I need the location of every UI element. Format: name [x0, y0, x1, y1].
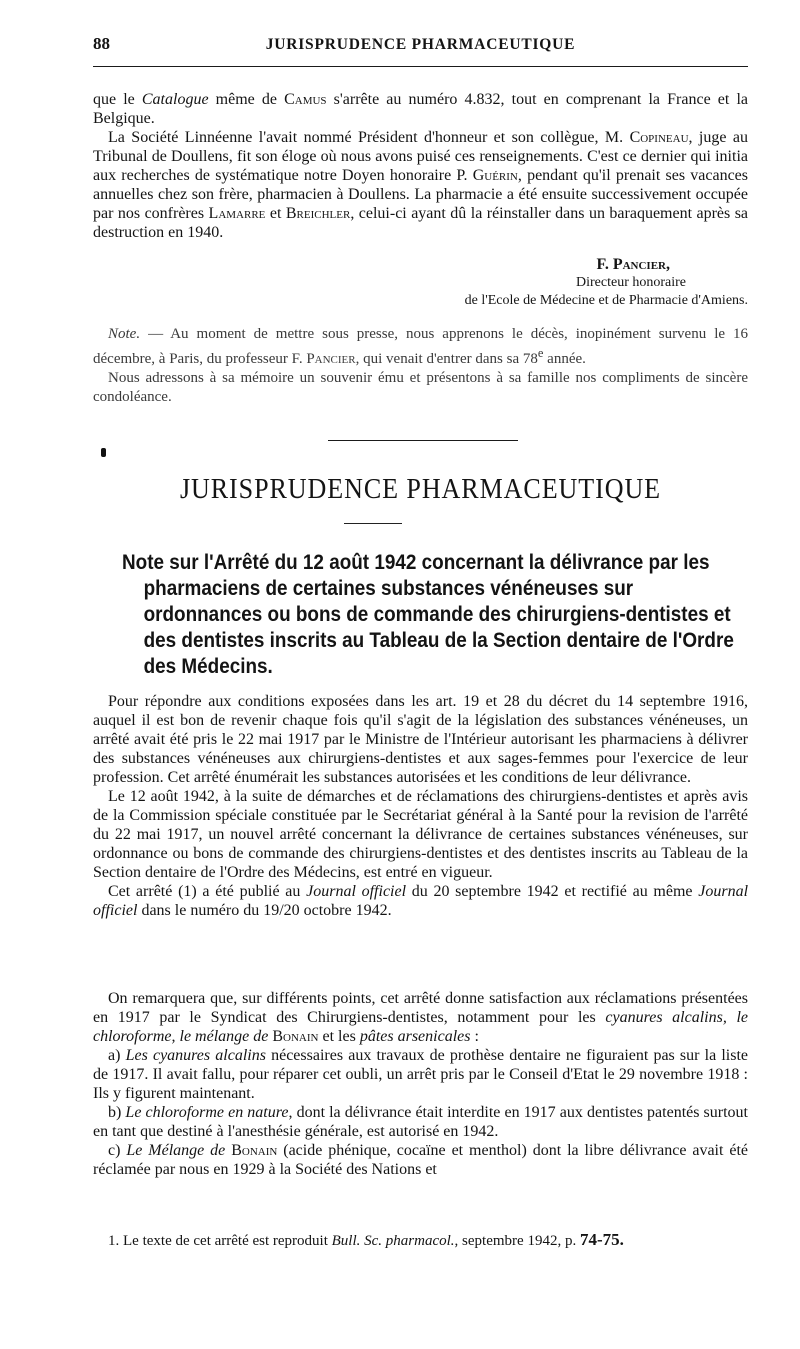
article-body: [93, 692, 748, 920]
signature-name: F. Pancier,: [596, 256, 670, 273]
obituary-text: [93, 90, 748, 242]
press-note: [93, 325, 748, 407]
section-separator: [328, 440, 518, 441]
body-paragraph: Le 12 août 1942, à la suite de démarches et de réclamations des chirurgiens-dentistes et après avis de la Commission spéciale constituée par le Secrétariat général à la Santé pour la revision de l'arrêté du 22 mai 1917, un nouvel arrêté concernant la délivrance de certaines substances vénéneuses, sur ordonnance ou bons de commande des chirurgiens-dentistes et des dentistes inscrits au Tableau de la Section dentaire de l'Ordre des Médecins, est entré en vigueur.: [93, 788, 748, 881]
body-paragraph: On remarquera que, sur différents points, cet arrêté donne satisfaction aux réclamations présentées en 1917 par le Syndicat des Chirurgiens-dentistes, notamment pour les cyanures alcalins, le chloroforme, le mélange de Bonain et les pâtes arsenicales :: [93, 990, 749, 1045]
section-title: JURISPRUDENCE PHARMACEUTIQUE: [179, 474, 662, 505]
note-paragraph: Nous adressons à sa mémoire un souvenir ému et présentons à sa famille nos compliments de sincère condoléance.: [93, 370, 748, 405]
ink-mark: [101, 448, 106, 457]
note-paragraph: Note. — Au moment de mettre sous presse, nous apprenons le décès, inopinément survenu le 16 décembre, à Paris, du professeur F. Pancier, qui venait d'entrer dans sa 78e année.: [93, 326, 748, 367]
obituary-paragraph: La Société Linnéenne l'avait nommé Président d'honneur et son collègue, M. Copineau, juge au Tribunal de Doullens, fit son éloge où nous avons puisé ces renseignements. C'est ce dernier qui initia aux recherches de systématique notre Doyen honoraire P. Guérin, pendant qu'il prenait ses vacances annuelles chez son frère, pharmacien à Doullens. La pharmacie a été ensuite successivement occupée par nos confrères Lamarre et Breichler, celui-ci ayant dû la réinstaller dans un baraquement après sa destruction en 1940.: [93, 129, 749, 241]
running-title: JURISPRUDENCE PHARMACEUTIQUE: [265, 36, 576, 53]
list-item-c: c) Le Mélange de Bonain (acide phénique, cocaïne et menthol) dont la libre délivrance avait été réclamée par nous en 1929 à la Société des Nations et: [93, 1142, 749, 1178]
signature-role: Directeur honoraire: [576, 275, 686, 290]
obituary-paragraph: que le Catalogue même de Camus s'arrête au numéro 4.832, tout en comprenant la France et la Belgique.: [93, 91, 748, 127]
signature-block: [465, 256, 748, 310]
running-head: [93, 34, 748, 58]
header-rule: [93, 66, 748, 67]
title-rule: [344, 523, 402, 524]
footnote: 1. Le texte de cet arrêté est reproduit Bull. Sc. pharmacol., septembre 1942, p. 74-75.: [108, 1230, 624, 1249]
body-paragraph: Pour répondre aux conditions exposées dans les art. 19 et 28 du décret du 14 septembre 1916, auquel il est bon de revenir chaque fois qu'il s'agit de la législation des substances vénéneuses, un arrêté avait été pris le 22 mai 1917 par le Ministre de l'Intérieur autorisant les pharmaciens à délivrer des substances vénéneuses aux chirurgiens-dentistes et aux sages-femmes pour l'exercice de leur profession. Cet arrêté énumérait les substances autorisées et les conditions de leur délivrance.: [93, 693, 748, 786]
body-paragraph: Cet arrêté (1) a été publié au Journal officiel du 20 septembre 1942 et rectifié au même Journal officiel dans le numéro du 19/20 octobre 1942.: [93, 883, 749, 919]
signature-institution: de l'Ecole de Médecine et de Pharmacie d'Amiens.: [464, 293, 748, 308]
article-body-continued: [93, 989, 748, 1179]
page-number: 88: [93, 34, 110, 53]
list-item-b: b) Le chloroforme en nature, dont la délivrance était interdite en 1917 aux dentistes patentés surtout en tant que destiné à l'anesthésie générale, est autorisé en 1942.: [93, 1104, 749, 1140]
list-item-a: a) Les cyanures alcalins nécessaires aux travaux de prothèse dentaire ne figuraient pas sur la liste de 1917. Il avait fallu, pour réparer cet oubli, un arrêt pris par le Conseil d'Etat le 29 novembre 1918 : Ils y figurent maintenant.: [93, 1047, 748, 1102]
article-title: Note sur l'Arrêté du 12 août 1942 concernant la délivrance par les pharmaciens de certaines substances vénéneuses sur ordonnances ou bons de commande des chirurgiens-dentistes et des dentistes inscrits au Tableau de la Section dentaire de l'Ordre des Médecins.: [122, 551, 734, 678]
